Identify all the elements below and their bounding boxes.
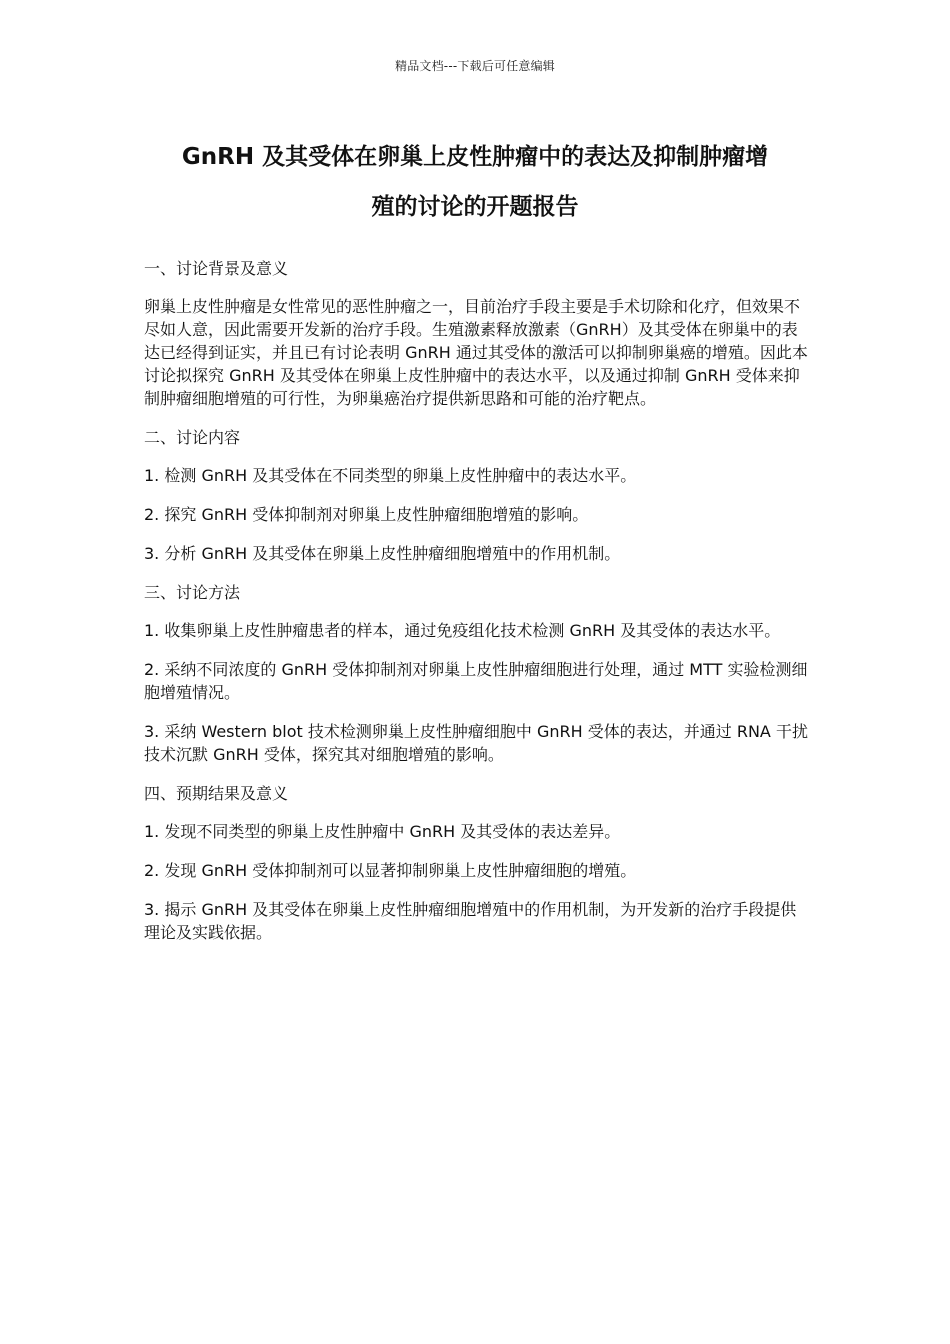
header-note: 精品文档---下载后可任意编辑: [395, 59, 555, 73]
methods-item-3: 3. 采纳 Western blot 技术检测卵巢上皮性肿瘤细胞中 GnRH 受体的表达，并通过 RNA 干扰技术沉默 GnRH 受体，探究其对细胞增殖的影响。: [144, 722, 808, 764]
title-line-1: GnRH 及其受体在卵巢上皮性肿瘤中的表达及抑制肿瘤增: [181, 144, 769, 170]
expected-item-1: 1. 发现不同类型的卵巢上皮性肿瘤中 GnRH 及其受体的表达差异。: [144, 822, 621, 841]
background-paragraph: 卵巢上皮性肿瘤是女性常见的恶性肿瘤之一，目前治疗手段主要是手术切除和化疗，但效果不尽如人意，因此需要开发新的治疗手段。生殖激素释放激素（GnRH）及其受体在卵巢中的表达已经得到证实，并且已有讨论表明 GnRH 通过其受体的激活可以抑制卵巢癌的增殖。因此本讨论拟探究 GnRH 及其受体在卵巢上皮性肿瘤中的表达水平，以及通过抑制 GnRH 受体来抑制肿瘤细胞增殖的可行性，为卵巢癌治疗提供新思路和可能的治疗靶点。: [144, 297, 808, 408]
expected-item-2: 2. 发现 GnRH 受体抑制剂可以显著抑制卵巢上皮性肿瘤细胞的增殖。: [144, 861, 637, 880]
methods-item-1: 1. 收集卵巢上皮性肿瘤患者的样本，通过免疫组化技术检测 GnRH 及其受体的表达水平。: [144, 621, 781, 640]
section-heading-expected: 四、预期结果及意义: [144, 784, 289, 803]
content-item-1: 1. 检测 GnRH 及其受体在不同类型的卵巢上皮性肿瘤中的表达水平。: [144, 466, 637, 485]
document-body: [144, 257, 809, 960]
expected-item-3: 3. 揭示 GnRH 及其受体在卵巢上皮性肿瘤细胞增殖中的作用机制，为开发新的治疗手段提供理论及实践依据。: [144, 900, 797, 942]
document-title: [140, 132, 810, 232]
section-heading-background: 一、讨论背景及意义: [144, 259, 289, 278]
section-heading-content: 二、讨论内容: [144, 428, 241, 447]
content-item-3: 3. 分析 GnRH 及其受体在卵巢上皮性肿瘤细胞增殖中的作用机制。: [144, 544, 621, 563]
methods-item-2: 2. 采纳不同浓度的 GnRH 受体抑制剂对卵巢上皮性肿瘤细胞进行处理，通过 MTT 实验检测细胞增殖情况。: [144, 660, 808, 702]
section-heading-methods: 三、讨论方法: [144, 583, 241, 602]
content-item-2: 2. 探究 GnRH 受体抑制剂对卵巢上皮性肿瘤细胞增殖的影响。: [144, 505, 589, 524]
title-line-2: 殖的讨论的开题报告: [371, 194, 579, 220]
